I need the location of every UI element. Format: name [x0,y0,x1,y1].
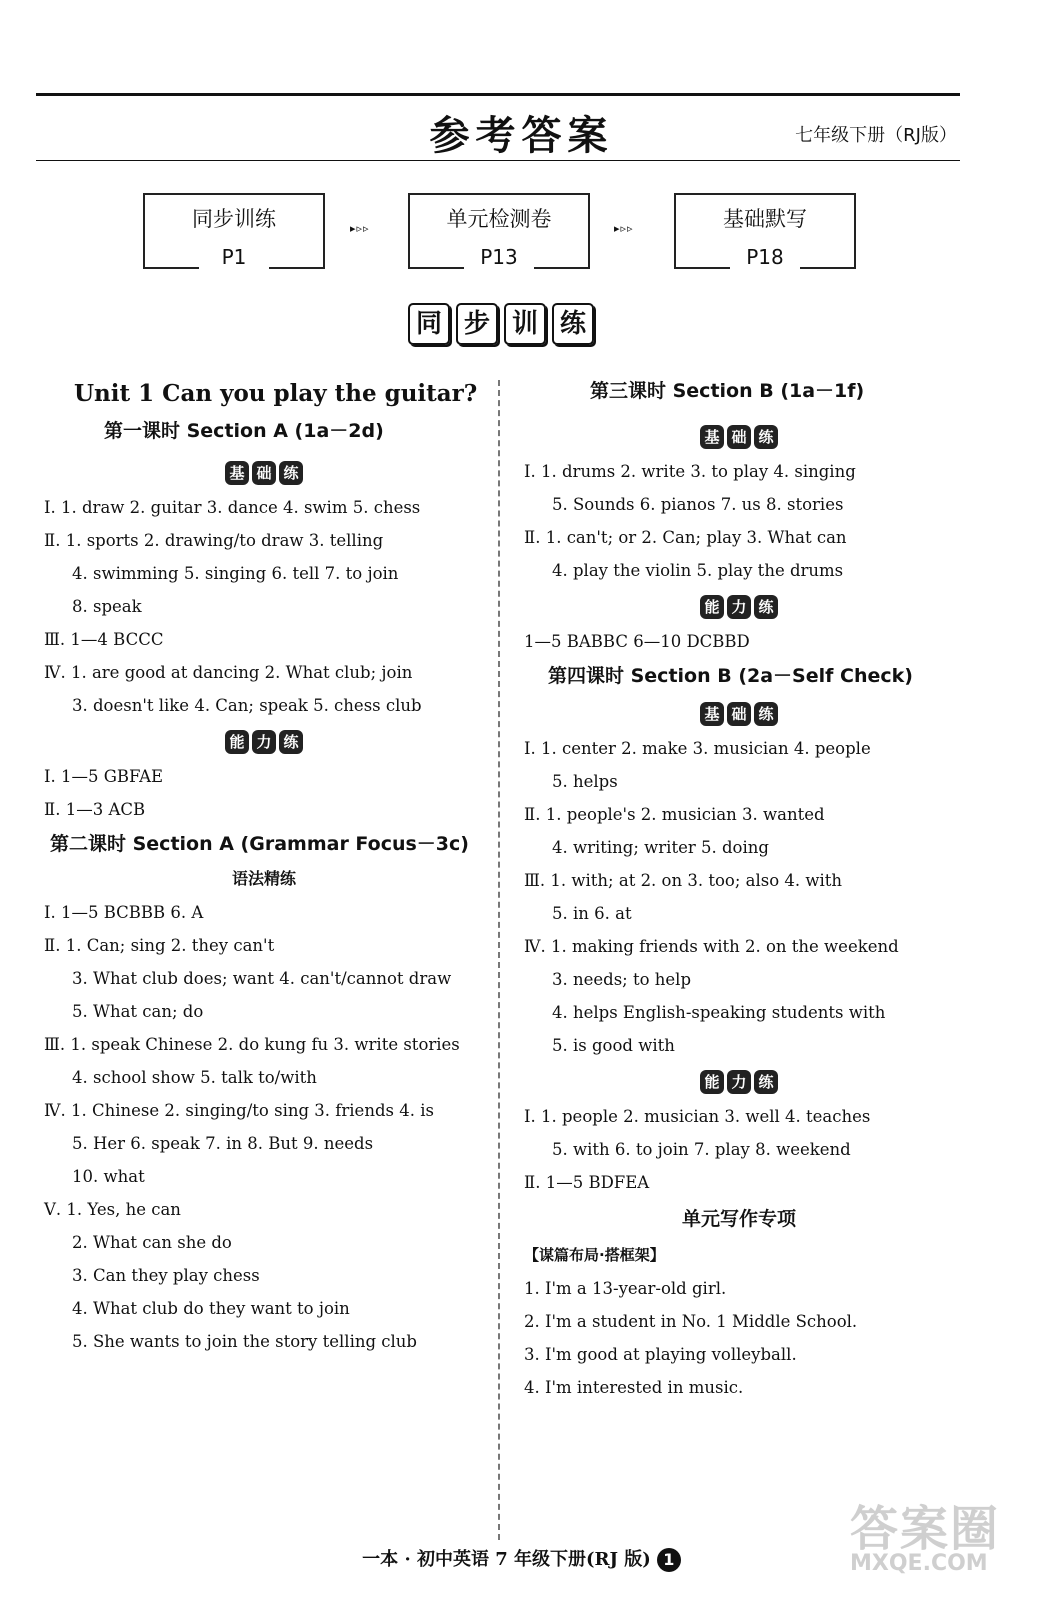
basic-practice-tag: 基 础 练 [44,461,484,485]
answer-list [44,491,484,722]
top-rule [36,93,960,96]
answer-line: Ⅳ. 1. making friends with 2. on the weekend [524,937,899,956]
writing-title: 单元写作专项 [681,1208,796,1230]
arrow-icon: ▸▹▹ [614,222,634,235]
lesson-title: 第三课时 Section B (1a－1f) [590,380,865,402]
arrow-icon: ▸▹▹ [350,222,370,235]
footer-text: 一本 · 初中英语 7 年级下册(RJ 版) [362,1549,651,1570]
answer-line: 2. What can she do [72,1233,232,1252]
banner-char: 训 [504,303,546,345]
answer-list [524,732,954,1062]
answer-line: Ⅲ. 1. speak Chinese 2. do kung fu 3. write stories [44,1035,460,1054]
answer-line: 4. What club do they want to join [72,1299,350,1318]
answer-list [524,455,954,587]
answer-list [524,625,954,658]
answer-list [524,1272,954,1404]
answer-line: Ⅰ. 1. people 2. musician 3. well 4. teaches [524,1107,871,1126]
answer-line: 4. I'm interested in music. [524,1378,744,1397]
answer-line: 4. school show 5. talk to/with [72,1068,317,1087]
answer-line: Ⅳ. 1. Chinese 2. singing/to sing 3. friends 4. is [44,1101,434,1120]
lesson-title: 第一课时 Section A (1a－2d) [104,420,384,442]
answer-line: Ⅱ. 1. people's 2. musician 3. wanted [524,805,825,824]
writing-heading: 【谋篇布局·搭框架】 [524,1246,665,1264]
answer-line: 4. writing; writer 5. doing [552,838,769,857]
answer-list [524,1100,954,1199]
answer-line: 5. Sounds 6. pianos 7. us 8. stories [552,495,844,514]
answer-list [44,760,484,826]
lesson-title: 第二课时 Section A (Grammar Focus－3c) [50,833,469,855]
answer-line: 5. in 6. at [552,904,632,923]
ability-practice-tag: 能 力 练 [524,595,954,619]
answer-line: Ⅰ. 1. drums 2. write 3. to play 4. singing [524,462,856,481]
answer-line: 4. helps English-speaking students with [552,1003,886,1022]
answer-line: Ⅴ. 1. Yes, he can [44,1200,181,1219]
unit-title: Unit 1 Can you play the guitar? [74,380,478,407]
page-title: 参考答案 [429,113,614,159]
answer-line: 5. What can; do [72,1002,204,1021]
answer-line: 5. Her 6. speak 7. in 8. But 9. needs [72,1134,374,1153]
header-rule [36,160,960,161]
answer-line: 3. What club does; want 4. can't/cannot draw [72,969,452,988]
grammar-subtitle: 语法精练 [231,869,296,888]
nav-label: 基础默写 [723,207,807,231]
answer-line: 3. Can they play chess [72,1266,260,1285]
answer-line: 5. helps [552,772,618,791]
answer-line: Ⅲ. 1. with; at 2. on 3. too; also 4. with [524,871,843,890]
banner-char: 步 [456,303,498,345]
watermark-url: MXQE.COM [850,1551,988,1576]
answer-line: 4. swimming 5. singing 6. tell 7. to join [72,564,399,583]
answer-line: 3. I'm good at playing volleyball. [524,1345,797,1364]
answer-line: 1. I'm a 13-year-old girl. [524,1279,727,1298]
left-column [44,375,484,1358]
answer-line: Ⅱ. 1. can't; or 2. Can; play 3. What can [524,528,847,547]
nav-box-sync[interactable] [143,193,325,269]
answer-line: Ⅰ. 1. draw 2. guitar 3. dance 4. swim 5. chess [44,498,421,517]
banner-char: 同 [408,303,450,345]
section-banner [408,303,594,345]
answer-line: Ⅰ. 1—5 GBFAE [44,767,164,786]
answer-line: 4. play the violin 5. play the drums [552,561,844,580]
nav-box-unit-test[interactable] [408,193,590,269]
answer-line: 10. what [72,1167,145,1186]
answer-line: Ⅱ. 1—5 BDFEA [524,1173,650,1192]
answer-list [44,896,484,1358]
answer-line: 5. She wants to join the story telling club [72,1332,417,1351]
column-divider [498,380,500,1540]
ability-practice-tag: 能 力 练 [524,1070,954,1094]
watermark-text: 答案圈 [850,1501,1001,1557]
answer-line: 2. I'm a student in No. 1 Middle School. [524,1312,858,1331]
answer-line: 1—5 BABBC 6—10 DCBBD [524,632,750,651]
answer-line: 3. doesn't like 4. Can; speak 5. chess club [72,696,422,715]
answer-line: Ⅱ. 1—3 ACB [44,800,146,819]
answer-line: Ⅱ. 1. Can; sing 2. they can't [44,936,275,955]
basic-practice-tag: 基 础 练 [524,702,954,726]
answer-line: Ⅲ. 1—4 BCCC [44,630,164,649]
answer-line: Ⅱ. 1. sports 2. drawing/to draw 3. telling [44,531,384,550]
nav-page: P13 [480,245,518,269]
lesson-title: 第四课时 Section B (2a－Self Check) [548,665,913,687]
page-number: 1 [657,1548,681,1572]
right-column [524,373,954,1404]
nav-box-dictation[interactable] [674,193,856,269]
answer-line: 3. needs; to help [552,970,692,989]
answer-line: Ⅰ. 1. center 2. make 3. musician 4. people [524,739,871,758]
nav-label: 单元检测卷 [446,207,552,231]
nav-page: P18 [746,245,784,269]
watermark-logo [850,1490,1010,1590]
answer-line: Ⅳ. 1. are good at dancing 2. What club; join [44,663,413,682]
answer-line: 5. is good with [552,1036,675,1055]
banner-char: 练 [552,303,594,345]
grade-label: 七年级下册（RJ版） [795,125,957,146]
basic-practice-tag: 基 础 练 [524,425,954,449]
answer-line: 5. with 6. to join 7. play 8. weekend [552,1140,851,1159]
answer-line: Ⅰ. 1—5 BCBBB 6. A [44,903,204,922]
nav-page: P1 [221,245,247,269]
answer-line: 8. speak [72,597,142,616]
ability-practice-tag: 能 力 练 [44,730,484,754]
nav-label: 同步训练 [192,207,276,231]
